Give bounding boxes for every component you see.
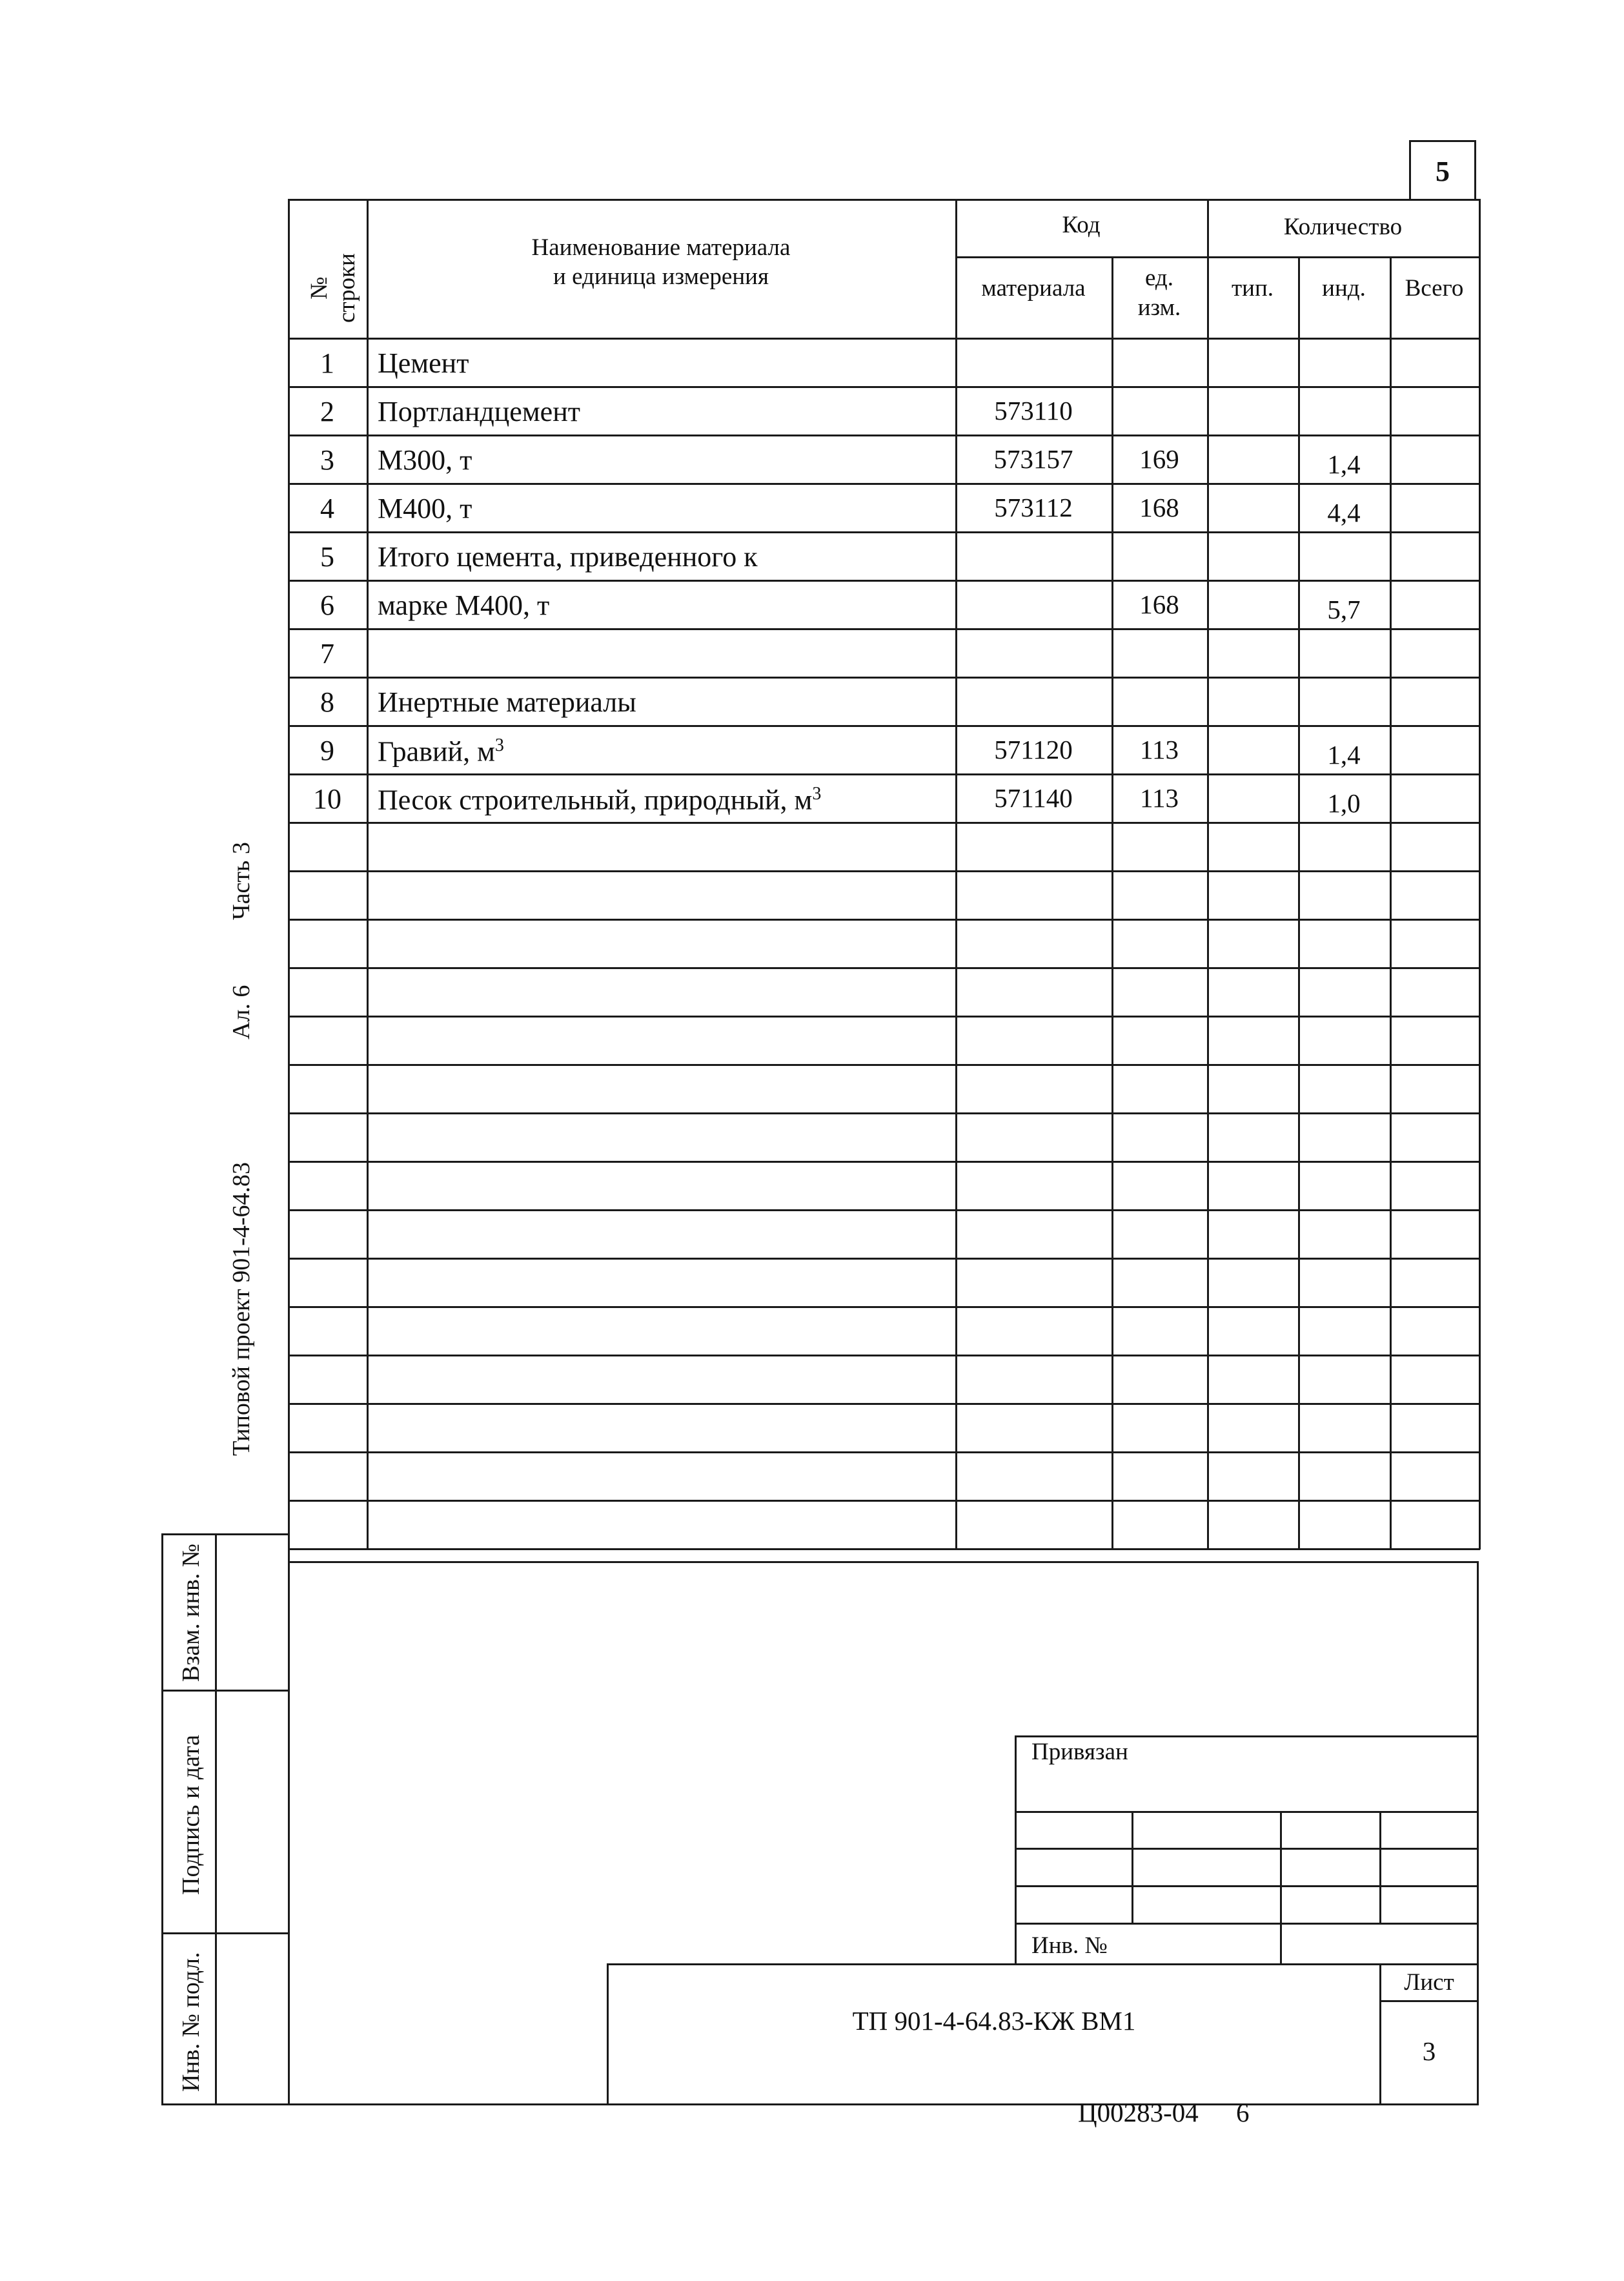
inv-no-label: Инв. № bbox=[1031, 1932, 1108, 1959]
header-code-unit-line1: ед. bbox=[1144, 265, 1173, 291]
row-border bbox=[288, 870, 1480, 872]
row-border bbox=[288, 1016, 1480, 1018]
row-material-name bbox=[378, 446, 472, 475]
row-material-name bbox=[378, 785, 821, 815]
row-number: 5 bbox=[320, 541, 334, 573]
row-material-name bbox=[378, 591, 549, 620]
row-number: 3 bbox=[320, 444, 334, 476]
unit-superscript: 3 bbox=[812, 784, 822, 804]
row-border bbox=[288, 1306, 1480, 1308]
column-border bbox=[1207, 199, 1209, 1550]
row-unit-code: 113 bbox=[1140, 735, 1179, 764]
row-border bbox=[288, 531, 1480, 533]
unit-superscript: 3 bbox=[494, 735, 504, 755]
header-mid-border bbox=[955, 256, 1480, 258]
header-quantity: Количество bbox=[1283, 214, 1403, 240]
row-border bbox=[288, 1064, 1480, 1066]
row-material-name bbox=[378, 349, 469, 378]
vzam-inv-label: Взам. инв. № bbox=[178, 1543, 205, 1682]
header-name-line2: и единица измерения bbox=[553, 263, 769, 290]
row-border bbox=[288, 1112, 1480, 1114]
row-material-name-text: Инертные материалы bbox=[378, 686, 636, 718]
row-material-name bbox=[378, 737, 504, 766]
row-material-name bbox=[378, 495, 472, 523]
row-border bbox=[288, 822, 1480, 824]
row-material-code: 571140 bbox=[994, 783, 1073, 813]
column-border bbox=[1479, 199, 1481, 1550]
row-unit-code: 169 bbox=[1139, 444, 1179, 474]
header-name-line1: Наименование материала bbox=[531, 234, 791, 261]
row-border bbox=[288, 1500, 1480, 1502]
row-qty-ind: 4,4 bbox=[1327, 498, 1361, 527]
row-material-name-text: Песок строительный, природный, м bbox=[378, 784, 813, 816]
row-number: 6 bbox=[320, 589, 334, 621]
row-material-name-text: Цемент bbox=[378, 347, 469, 379]
row-border bbox=[288, 1258, 1480, 1260]
row-border bbox=[288, 1209, 1480, 1211]
column-border bbox=[1390, 256, 1392, 1550]
row-material-name-text: М300, т bbox=[378, 444, 472, 476]
row-number: 1 bbox=[320, 347, 334, 379]
row-border bbox=[288, 483, 1480, 485]
row-material-name bbox=[378, 398, 580, 426]
header-code: Код bbox=[1062, 212, 1101, 238]
page-corner-number: 5 bbox=[1409, 140, 1476, 201]
row-number: 4 bbox=[320, 493, 334, 524]
row-number: 7 bbox=[320, 638, 334, 670]
row-border bbox=[288, 919, 1480, 921]
row-border bbox=[288, 725, 1480, 727]
footer-code: Ц00283-04 bbox=[1078, 2098, 1199, 2127]
column-border bbox=[1298, 256, 1300, 1550]
header-qty-type: тип. bbox=[1231, 275, 1274, 302]
row-qty-ind: 1,4 bbox=[1327, 740, 1361, 770]
row-qty-ind: 1,4 bbox=[1327, 449, 1361, 479]
row-unit-code: 113 bbox=[1140, 783, 1179, 813]
row-number: 2 bbox=[320, 396, 334, 427]
row-border bbox=[288, 1355, 1480, 1356]
row-material-name-text: Портландцемент bbox=[378, 396, 580, 427]
row-border bbox=[288, 435, 1480, 436]
header-bottom-border bbox=[288, 338, 1480, 340]
header-qty-total: Всего bbox=[1405, 275, 1464, 302]
row-border bbox=[288, 677, 1480, 679]
row-unit-code: 168 bbox=[1139, 589, 1179, 619]
inv-podl-label: Инв. № подл. bbox=[178, 1952, 205, 2092]
row-material-code: 573110 bbox=[994, 396, 1073, 425]
privyazan-label: Привязан bbox=[1031, 1739, 1128, 1765]
document-designation: ТП 901-4-64.83-КЖ ВМ1 bbox=[852, 2006, 1136, 2036]
row-material-name-text: М400, т bbox=[378, 493, 472, 524]
column-border bbox=[367, 199, 369, 1550]
row-unit-code: 168 bbox=[1139, 493, 1179, 522]
row-material-code: 573157 bbox=[993, 444, 1073, 474]
row-border bbox=[288, 1161, 1480, 1163]
sheet-number: 3 bbox=[1422, 2036, 1436, 2066]
row-border bbox=[288, 967, 1480, 969]
row-material-name-text: Гравий, м bbox=[378, 735, 495, 768]
row-border bbox=[288, 580, 1480, 582]
row-qty-ind: 5,7 bbox=[1327, 595, 1361, 624]
footer-page: 6 bbox=[1236, 2098, 1250, 2127]
row-border bbox=[288, 1451, 1480, 1453]
side-project-title: Типовой проект 901-4-64.83 bbox=[228, 1162, 255, 1456]
header-row-number: № строки bbox=[306, 253, 360, 323]
header-code-material: материала bbox=[981, 275, 1086, 302]
table-top-border bbox=[288, 199, 1480, 201]
row-qty-ind: 1,0 bbox=[1327, 788, 1361, 818]
header-qty-ind: инд. bbox=[1322, 275, 1366, 302]
header-code-unit-line2: изм. bbox=[1137, 294, 1181, 321]
podpis-data-label: Подпись и дата bbox=[178, 1734, 205, 1895]
row-border bbox=[288, 1548, 1480, 1550]
sheet-label: Лист bbox=[1404, 1969, 1454, 1996]
row-material-name-text: марке М400, т bbox=[378, 589, 550, 621]
row-border bbox=[288, 773, 1480, 775]
row-border bbox=[288, 1403, 1480, 1405]
row-number: 10 bbox=[313, 783, 341, 815]
side-album-label: Ал. 6 bbox=[228, 985, 255, 1039]
row-material-name bbox=[378, 543, 758, 571]
row-material-name bbox=[378, 688, 636, 717]
row-material-name-text: Итого цемента, приведенного к bbox=[378, 541, 758, 573]
row-number: 9 bbox=[320, 735, 334, 766]
row-number: 8 bbox=[320, 686, 334, 718]
row-material-code: 573112 bbox=[994, 493, 1073, 522]
row-border bbox=[288, 386, 1480, 388]
row-border bbox=[288, 628, 1480, 630]
side-part-label: Часть 3 bbox=[228, 842, 255, 920]
row-material-code: 571120 bbox=[994, 735, 1073, 764]
